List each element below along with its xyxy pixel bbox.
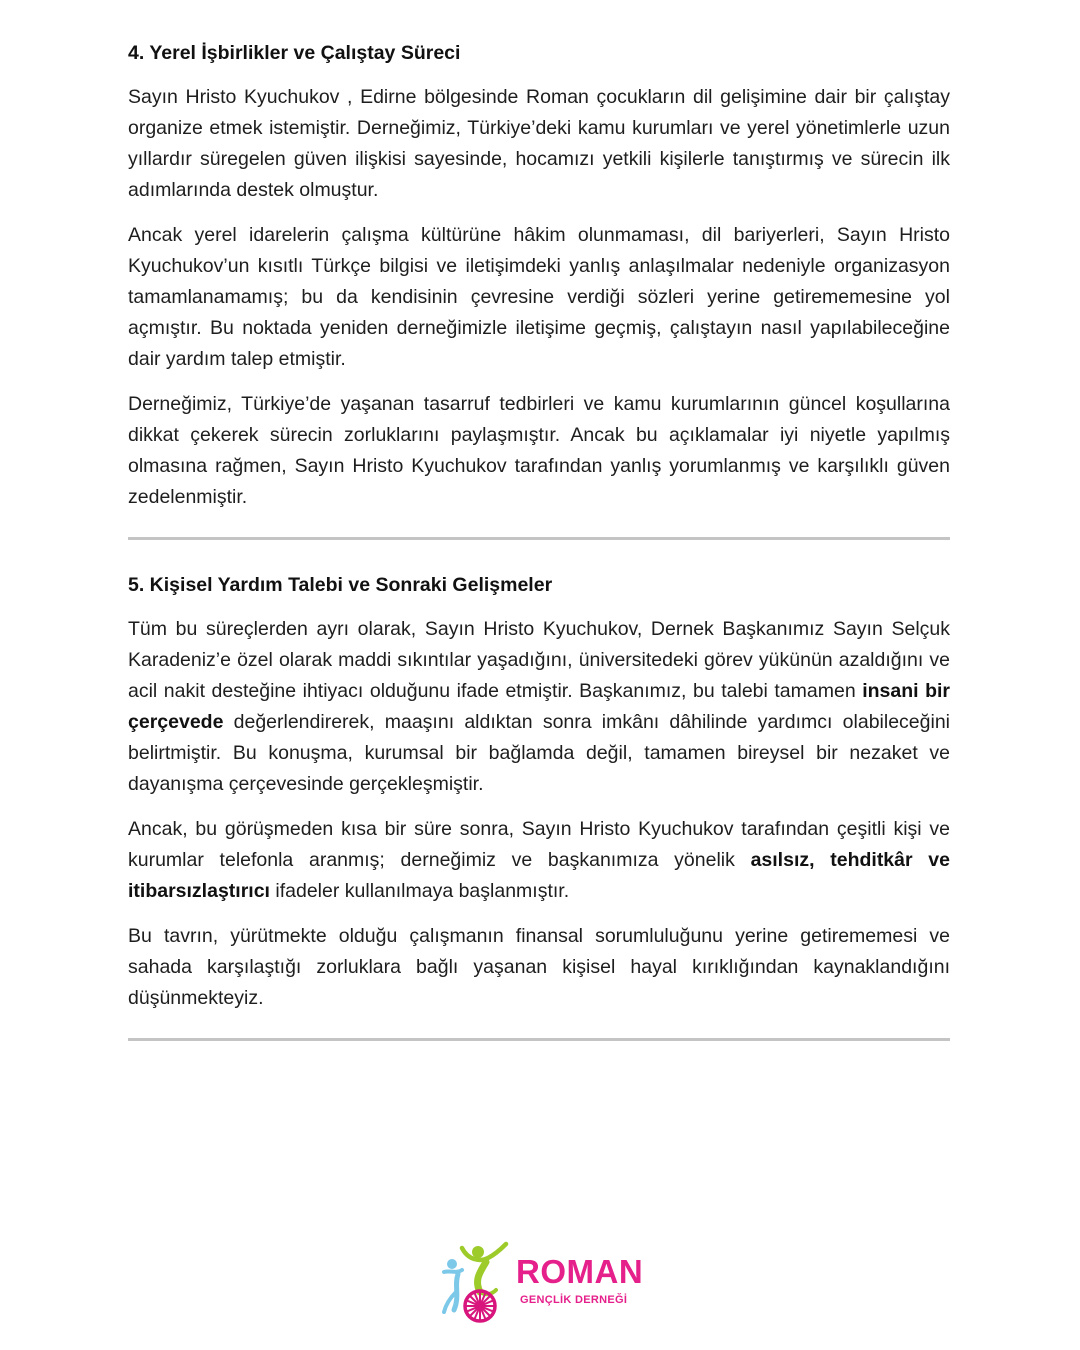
section-5-paragraph-2 [128,814,950,907]
section-divider [128,537,950,540]
section-5-paragraph-3: Bu tavrın, yürütmekte olduğu çalışmanın finansal sorumluluğunu yerine getirememesi ve sahada karşılaştığı zorluklara bağlı yaşanan kişisel hayal kırıklığından kaynaklandığını düşünmekteyiz. [128,925,950,1009]
bold-text: asılsız, tehditkâr ve itibarsızlaştırıcı [128,849,950,902]
section-divider [128,1038,950,1041]
section-5-paragraph-1 [128,614,950,800]
roman-genclik-dernegi-logo [440,1240,650,1330]
text-run: ifadeler kullanılmaya başlanmıştır. [269,880,570,902]
text-run: Ancak, bu görüşmeden kısa bir süre sonra, Sayın Hristo Kyuchukov tarafından çeşitli kişi ve kurumlar telefonla aranmış; derneğimiz ve başkanımıza yönelik [128,818,950,871]
text-run: Tüm bu süreçlerden ayrı olarak, Sayın Hristo Kyuchukov, Dernek Başkanımız Sayın Selçuk Karadeniz’e özel olarak maddi sıkıntılar yaşadığını, üniversitedeki görev yükünün azaldığını ve acil nakit desteğine ihtiyacı olduğunu ifade etmiştir. Başkanımız, bu talebi tamamen [128,618,950,702]
section-4-paragraph-2: Ancak yerel idarelerin çalışma kültürüne hâkim olunmaması, dil bariyerleri, Sayın Hristo Kyuchukov’un kısıtlı Türkçe bilgisi ve iletişimdeki yanlış anlaşılmalar nedeniyle organizasyon tamamlanamamış; bu da kendisinin çevresine verdiği sözleri yerine getirememesine yol açmıştır. Bu noktada yeniden derneğimizle iletişime geçmiş, çalıştayın nasıl yapılabileceğine dair yardım talep etmiştir. [128,224,950,370]
logo-wordmark: ROMAN [516,1253,644,1290]
bold-text: insani bir çerçevede [128,680,951,733]
logo-subtitle: GENÇLİK DERNEĞİ [520,1294,628,1306]
section-4-title: 4. Yerel İşbirlikler ve Çalıştay Süreci [128,42,461,64]
section-4-paragraph-3: Derneğimiz, Türkiye’de yaşanan tasarruf tedbirleri ve kamu kurumlarının güncel koşullarına dikkat çekerek sürecin zorluklarını paylaşmıştır. Ancak bu açıklamalar iyi niyetle yapılmış olmasına rağmen, Sayın Hristo Kyuchukov tarafından yanlış yorumlanmış ve karşılıklı güven zedelenmiştir. [128,393,950,508]
text-run: değerlendirerek, maaşını aldıktan sonra imkânı dâhilinde yardımcı olabileceğini belirtmiştir. Bu konuşma, kurumsal bir bağlamda değil, tamamen bireysel bir nezaket ve dayanışma çerçevesinde gerçekleşmiştir. [128,711,950,795]
section-4-paragraph-1: Sayın Hristo Kyuchukov , Edirne bölgesinde Roman çocukların dil gelişimine dair bir çalıştay organize etmek istemiştir. Derneğimiz, Türkiye’deki kamu kurumları ve yerel yönetimlerle uzun yıllardır süregelen güven ilişkisi sayesinde, hocamızı yetkili kişilerle tanıştırmış ve sürecin ilk adımlarında destek olmuştur. [128,86,950,201]
section-5-title: 5. Kişisel Yardım Talebi ve Sonraki Gelişmeler [128,574,553,596]
document-body [128,38,950,1041]
